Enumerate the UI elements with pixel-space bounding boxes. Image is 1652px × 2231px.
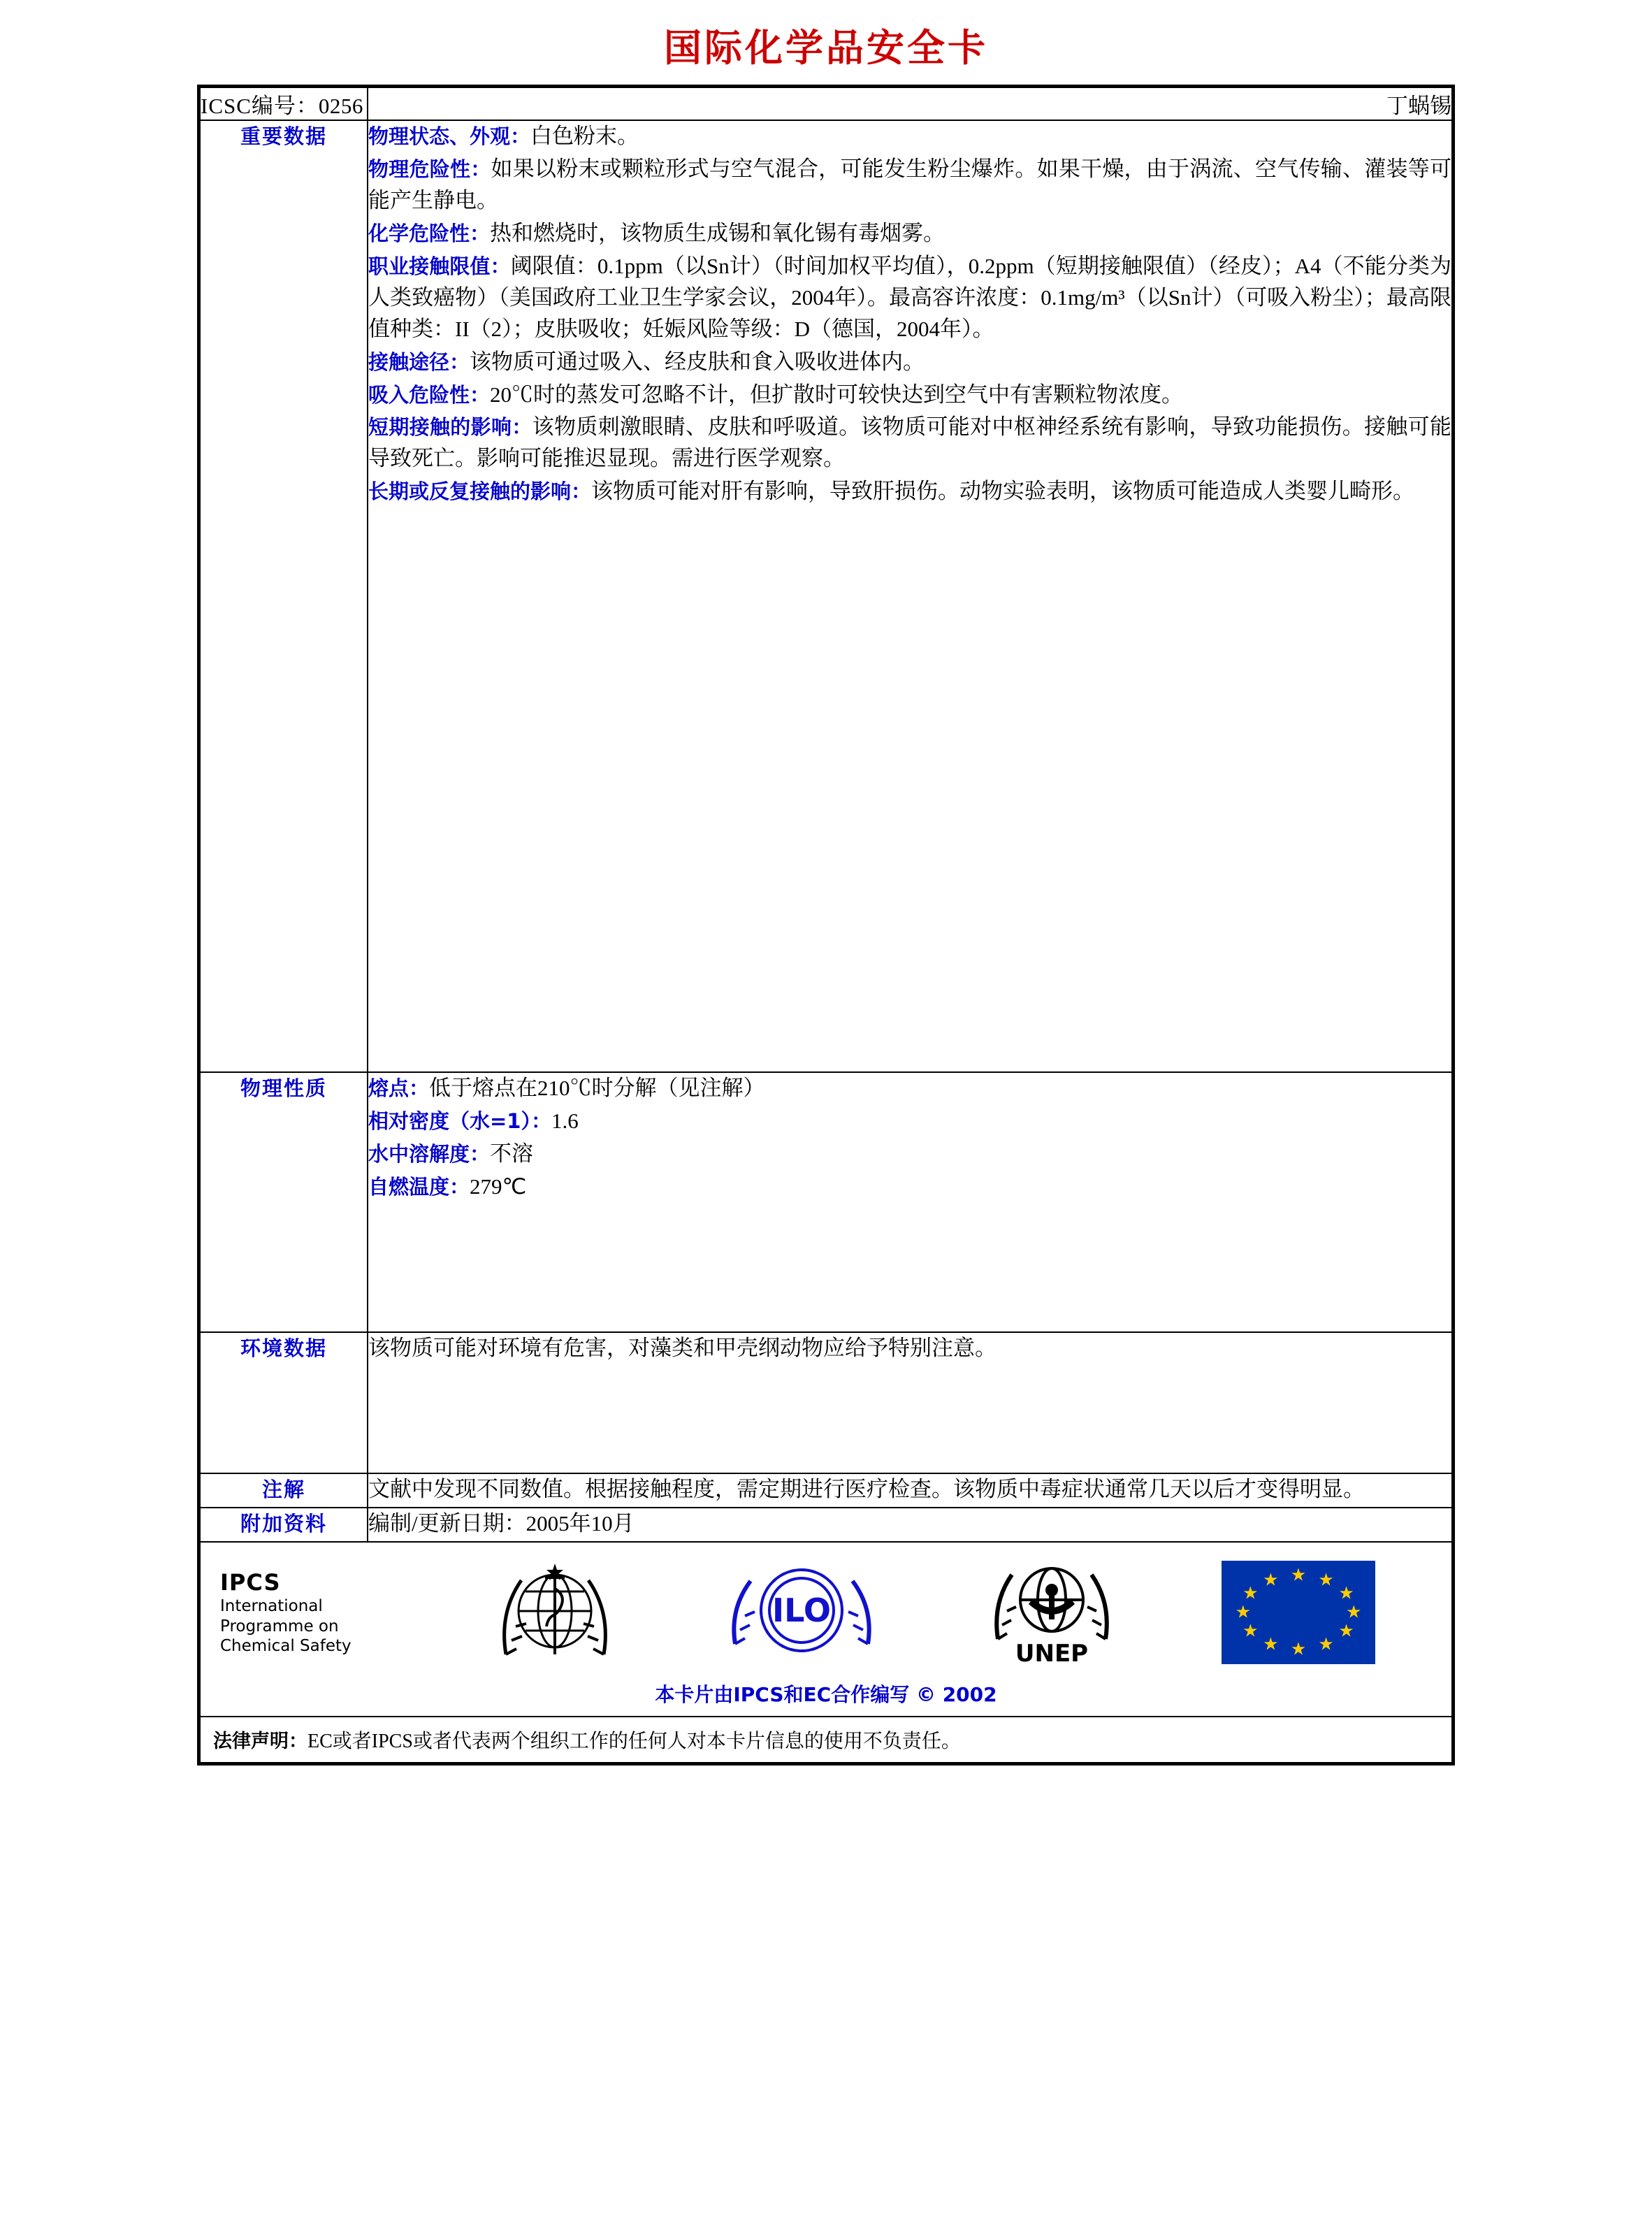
segment-key: 吸入危险性：: [368, 382, 491, 407]
chemical-name-cell: 丁蜗锡: [368, 87, 1452, 120]
ipcs-line-1: International: [220, 1596, 323, 1615]
segment-physical-state: [368, 121, 1451, 152]
cooperation-text: 本卡片由IPCS和EC合作编写: [655, 1682, 910, 1706]
physical-properties-content: [368, 1072, 1452, 1332]
segment-melting-point: [368, 1073, 1451, 1104]
page-title: 国际化学品安全卡: [664, 26, 988, 70]
unep-logo: [978, 1557, 1125, 1668]
segment-value: 热和燃烧时，该物质生成锡和氧化锡有毒烟雾。: [490, 220, 945, 245]
row-environmental-data: [200, 1332, 1452, 1473]
segment-key: 化学危险性：: [368, 221, 491, 245]
segment-value: 该物质可能对肝有影响，导致肝损伤。动物实验表明，该物质可能造成人类婴儿畸形。: [591, 479, 1415, 504]
row-additional-info: [200, 1508, 1452, 1542]
card-header-row: [200, 87, 1452, 120]
segment-key: 长期或反复接触的影响：: [368, 479, 592, 504]
additional-info-content: [368, 1508, 1452, 1542]
row-physical-properties: [200, 1072, 1452, 1332]
segment-value: 1.6: [551, 1108, 579, 1133]
row-notes: [200, 1473, 1452, 1508]
ipcs-line-2: Programme on: [220, 1617, 339, 1636]
logo-band: [201, 1543, 1451, 1675]
segment-key: 物理危险性：: [368, 157, 491, 181]
legal-label: 法律声明：: [213, 1730, 307, 1752]
icsc-table: [199, 87, 1453, 1763]
footer-cell: [200, 1542, 1452, 1717]
segment-chemical-hazards: [368, 218, 1451, 250]
ipcs-block: [215, 1568, 437, 1656]
segment-value: 不溶: [490, 1141, 534, 1166]
icsc-number-cell: [200, 87, 368, 120]
segment-physical-hazards: [368, 154, 1451, 217]
segment-key: 短期接触的影响：: [368, 415, 532, 440]
copyright-text: © 2002: [915, 1682, 997, 1706]
segment-value: 该物质可通过吸入、经皮肤和食入吸收进体内。: [470, 349, 925, 374]
ilo-label: ILO: [772, 1591, 831, 1629]
segment-water-solubility: [368, 1139, 1451, 1170]
segment-routes-of-exposure: [368, 347, 1451, 378]
row-legal: [200, 1717, 1452, 1763]
row-footer-logos: [200, 1542, 1452, 1717]
environmental-data-text: 该物质可能对环境有危害，对藻类和甲壳纲动物应给予特别注意。: [368, 1336, 997, 1360]
segment-value: 低于熔点在210℃时分解（见注解）: [429, 1076, 765, 1100]
icsc-card: [197, 85, 1455, 1766]
segment-autoignition-temperature: [368, 1171, 1451, 1203]
unep-label: UNEP: [1015, 1639, 1089, 1668]
environmental-data-content: [368, 1332, 1452, 1473]
ilo-logo: [721, 1560, 882, 1665]
segment-key: 水中溶解度：: [368, 1141, 491, 1166]
additional-info-text: 编制/更新日期：2005年10月: [368, 1510, 635, 1536]
segment-key: 自燃温度：: [368, 1174, 470, 1199]
segment-key: 熔点：: [368, 1076, 430, 1100]
segment-value: 20℃时的蒸发可忽略不计，但扩散时可较快达到空气中有害颗粒物浓度。: [490, 382, 1184, 407]
row-label-environmental-data: 环境数据: [200, 1332, 368, 1473]
legal-text: EC或者IPCS或者代表两个组织工作的任何人对本卡片信息的使用不负责任。: [307, 1730, 961, 1752]
segment-value: 如果以粉末或颗粒形式与空气混合，可能发生粉尘爆炸。如果干燥，由于涡流、空气传输、灌装等可能产生静电。: [368, 156, 1451, 212]
row-label-important-data: 重要数据: [200, 120, 368, 1072]
segment-value: 279℃: [470, 1174, 527, 1199]
segment-key: 职业接触限值：: [368, 254, 511, 278]
who-logo: [485, 1557, 625, 1668]
segment-long-term-effects: [368, 476, 1451, 507]
row-important-data: [200, 120, 1452, 1072]
legal-notice: [201, 1717, 1451, 1762]
notes-text: 文献中发现不同数值。根据接触程度，需定期进行医疗检查。该物质中毒症状通常几天以后才变得明显。: [368, 1477, 1365, 1501]
segment-inhalation-risk: [368, 380, 1451, 411]
segment-short-term-effects: [368, 412, 1451, 475]
segment-key: 接触途径：: [368, 349, 470, 374]
segment-key: 相对密度（水=1）：: [368, 1109, 551, 1133]
segment-value: 阈限值：0.1ppm（以Sn计）（时间加权平均值），0.2ppm（短期接触限值）（经皮）；A4（不能分类为人类致癌物）（美国政府工业卫生学家会议，2004年）。最高容许浓度：0.1mg/m³（以Sn计）（可吸入粉尘）；最高限值种类：II（2）；皮肤吸收；妊娠风险等级：D（德国，2004年）。: [368, 253, 1451, 341]
row-label-additional-info: 附加资料: [200, 1508, 368, 1542]
ipcs-abbr: IPCS: [220, 1568, 281, 1596]
important-data-content: [368, 120, 1452, 1072]
ipcs-line-3: Chemical Safety: [220, 1637, 352, 1656]
row-label-notes: 注解: [200, 1473, 368, 1508]
legal-cell: [200, 1717, 1452, 1763]
icsc-number-label: ICSC编号：: [201, 94, 319, 118]
cooperation-line: [201, 1675, 1451, 1716]
segment-value: 该物质刺激眼睛、皮肤和呼吸道。该物质可能对中枢神经系统有影响，导致功能损伤。接触可能导致死亡。影响可能推迟显现。需进行医学观察。: [368, 414, 1451, 471]
segment-relative-density: [368, 1106, 1451, 1137]
eu-flag: ★ ★ ★ ★ ★ ★ ★ ★ ★ ★ ★ ★: [1222, 1561, 1375, 1664]
row-label-physical-properties: 物理性质: [200, 1072, 368, 1332]
icsc-number-value: 0256: [318, 94, 363, 118]
logo-group: [437, 1557, 1437, 1668]
segment-occupational-exposure-limits: [368, 251, 1451, 345]
notes-content: [368, 1473, 1452, 1508]
segment-key: 物理状态、外观：: [368, 124, 531, 148]
page: [0, 18, 1652, 2231]
segment-value: 白色粉末。: [530, 124, 639, 148]
